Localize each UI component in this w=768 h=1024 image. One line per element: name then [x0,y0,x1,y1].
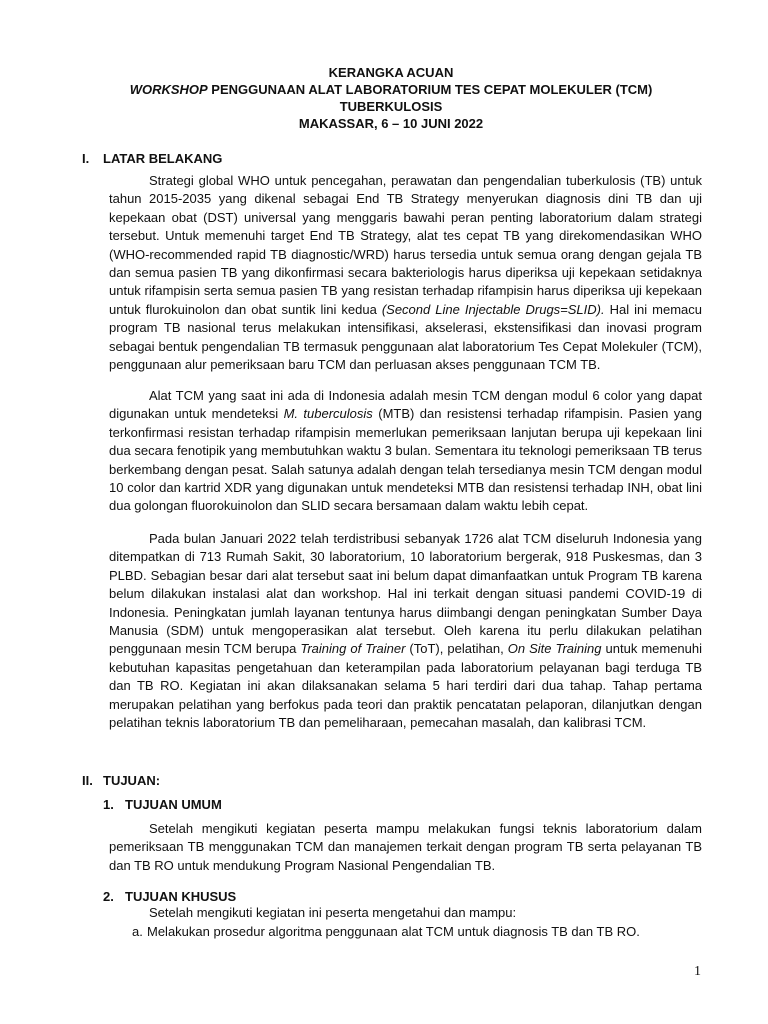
section-2-number: II. [82,773,93,788]
tot-italic: Training of Trainer [300,641,406,657]
document-title [80,64,702,132]
tujuan-umum-paragraph: Setelah mengikuti kegiatan peserta mampu melakukan fungsi teknis laboratorium dalam pemeriksaan TB menggunakan TCM dan manajemen terkait dengan program TB serta pelayanan TB dan TB RO untuk mendukung Program Nasional Pengendalian TB. [109,821,702,873]
title-workshop-italic: WORKSHOP [129,82,208,97]
title-line-3: TUBERKULOSIS [339,99,443,114]
mtb-italic: M. tuberculosis [283,406,373,422]
section-1-title: LATAR BELAKANG [103,151,223,166]
section-1-number: I. [82,151,90,166]
slid-italic: (Second Line Injectable Drugs=SLID). [381,301,605,317]
title-line-2 [80,81,702,98]
sub-1-number: 1. [103,797,114,812]
background-paragraph-2: Alat TCM yang saat ini ada di Indonesia adalah mesin TCM dengan modul 6 color yang dapat digunakan untuk mendeteksi M. tuberculosis (MTB) dan resistensi terhadap rifampisin. Pasien yang terkonfirmasi resistan terhadap rifampisin memerlukan pemeriksaan lanjutan berupa uji kepekaan lini dua secara fenotipik yang membutuhkan waktu 3 bulan. Sementara itu teknologi pemeriksaan TB terus berkembang dengan pesat. Salah satunya adalah dengan telah tersedianya mesin TCM dengan modul 10 color dan kartrid XDR yang digunakan untuk mendeteksi MTB dan resistensi terhadap INH, obat lini dua golongan fluorokuinolon dan SLID secara bersamaan dalam waktu lebih cepat. [109,388,702,514]
onsite-italic: On Site Training [507,641,602,657]
sub-heading-tujuan-umum [103,797,222,813]
sub-2-number: 2. [103,889,114,904]
title-line-1: KERANGKA ACUAN [328,65,454,80]
sub-2-title: TUJUAN KHUSUS [125,889,237,904]
tujuan-khusus-intro: Setelah mengikuti kegiatan ini peserta mengetahui dan mampu: [149,905,517,920]
background-paragraph-1: Strategi global WHO untuk pencegahan, perawatan dan pengendalian tuberkulosis (TB) untuk tahun 2015-2035 yang dikenal sebagai End TB Strategy menyerukan diagnosis dini TB dan uji kepekaan obat (DST) universal yang menggaris bawahi peran penting laboratorium dalam strategi tersebut. Untuk memenuhi target End TB Strategy, alat tes cepat TB yang direkomendasikan WHO (WHO-recommended rapid TB diagnostic/WRD) harus tersedia untuk semua orang dengan gejala TB dan semua pasien TB yang dikonfirmasi secara bakteriologis harus diperiksa uji kepekaan setidaknya untuk rifampisin serta semua pasien TB yang resistan terhadap rifampisin harus diperiksa uji kepekaan untuk flurokuinolon dan obat suntik lini kedua (Second Line Injectable Drugs=SLID). Hal ini memacu program TB nasional terus melakukan intensifikasi, akselerasi, ekstensifikasi dan inovasi program sebagai bentuk pengendalian TB termasuk penggunaan alat laboratorium Tes Cepat Molekuler (TCM), penggunaan alur pemeriksaan baru TCM dan perluasan akses penggunaan TCM TB. [109,173,702,373]
background-paragraph-3: Pada bulan Januari 2022 telah terdistribusi sebanyak 1726 alat TCM diseluruh Indonesia yang ditempatkan di 713 Rumah Sakit, 30 laboratorium, 10 laboratorium bergerak, 918 Puskesmas, dan 3 PLBD. Sebagian besar dari alat tersebut saat ini belum dapat dimanfaatkan untuk Program TB karena belum dilakukan instalasi alat dan workshop. Hal ini terkait dengan situasi pandemi COVID-19 di Indonesia. Peningkatan jumlah layanan tentunya harus diimbangi dengan peningkatan Sumber Daya Manusia (SDM) untuk mengoperasikan alat tersebut. Oleh karena itu perlu dilakukan pelatihan penggunaan mesin TCM berupa Training of Trainer (ToT), pelatihan, On Site Training untuk memenuhi kebutuhan kapasitas pengetahuan dan keterampilan pada laboratorium pelayanan bagi terduga TB dan TB RO. Kegiatan ini akan dilaksanakan selama 5 hari terdiri dari dua tahap. Tahap pertama merupakan pelatihan yang berfokus pada teori dan praktik pencatatan pelaporan, dilanjutkan dengan pelatihan teknis laboratorium TB dan pemeliharaan, pemecahan masalah, dan kalibrasi TCM. [109,531,703,731]
sub-heading-tujuan-khusus [103,889,236,905]
section-1-heading [82,151,222,167]
list-item [132,922,702,941]
section-2-heading [82,773,160,789]
list-item-text: Melakukan prosedur algoritma penggunaan alat TCM untuk diagnosis TB dan TB RO. [147,924,640,939]
title-line-4: MAKASSAR, 6 – 10 JUNI 2022 [298,116,484,131]
title-line-2-rest: PENGGUNAAN ALAT LABORATORIUM TES CEPAT MOLEKULER (TCM) [207,82,653,97]
section-2-title: TUJUAN: [103,773,161,788]
page-number: 1 [694,964,701,979]
sub-1-title: TUJUAN UMUM [125,797,222,812]
list-item-marker: a. [132,924,143,939]
